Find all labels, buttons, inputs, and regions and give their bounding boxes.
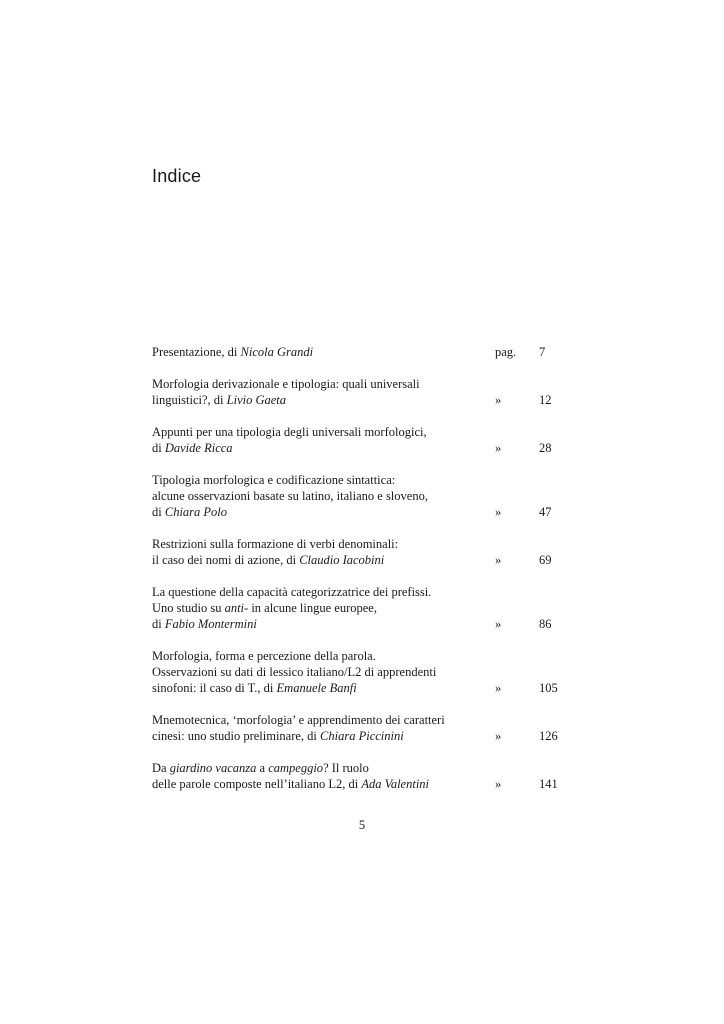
toc-entry-line <box>152 376 572 392</box>
toc-entry-line <box>152 536 572 552</box>
toc-text: alcune osservazioni basate su latino, italiano e sloveno, <box>152 489 428 503</box>
toc-entry <box>152 760 572 792</box>
toc-entry <box>152 376 572 408</box>
toc-page-marker: » <box>495 681 502 695</box>
toc-page-marker: » <box>495 729 502 743</box>
toc-entry-line <box>152 392 572 408</box>
toc-text: di <box>152 617 165 631</box>
toc-page-number: 28 <box>539 441 552 455</box>
toc-entry-line <box>152 664 572 680</box>
toc-italic-text: Ada Valentini <box>361 777 430 791</box>
toc-text: il caso dei nomi di azione, di <box>152 553 300 567</box>
toc-text: Da <box>152 761 170 775</box>
toc-text: Morfologia derivazionale e tipologia: quali universali <box>152 377 420 391</box>
toc-text: di <box>152 441 165 455</box>
toc-text: delle parole composte nell’italiano L2, di <box>152 777 362 791</box>
toc-entry <box>152 712 572 744</box>
toc-entry-line <box>152 680 572 696</box>
page-title: Indice <box>152 166 202 186</box>
toc-text: a <box>256 761 269 775</box>
toc-text: Tipologia morfologica e codificazione sintattica: <box>152 473 396 487</box>
toc-entry-line <box>152 760 572 776</box>
toc-page-number: 105 <box>539 681 558 695</box>
toc-entry-line <box>152 504 572 520</box>
toc-entry-line <box>152 584 572 600</box>
toc-italic-text: Claudio Iacobini <box>299 553 385 567</box>
toc-text: in alcune lingue europee, <box>248 601 377 615</box>
toc-page-marker: » <box>495 505 502 519</box>
toc-page-marker: » <box>495 777 502 791</box>
toc-entry-line <box>152 616 572 632</box>
toc-page-number: 7 <box>539 345 546 359</box>
toc-entry <box>152 424 572 456</box>
toc-entry-line <box>152 424 572 440</box>
toc-entry-line <box>152 552 572 568</box>
toc-page-number: 47 <box>539 505 552 519</box>
toc-text: Uno studio su <box>152 601 225 615</box>
toc-page-number: 12 <box>539 393 552 407</box>
toc-entry-line <box>152 600 572 616</box>
toc-entry-line <box>152 712 572 728</box>
toc-text: cinesi: uno studio preliminare, di <box>152 729 321 743</box>
toc-entry <box>152 648 572 696</box>
toc-italic-text: Livio Gaeta <box>226 393 287 407</box>
toc-italic-text: Fabio Montermini <box>164 617 257 631</box>
toc-text: Appunti per una tipologia degli universali morfologici, <box>152 425 427 439</box>
toc-entry <box>152 584 572 632</box>
toc-entry-line <box>152 472 572 488</box>
toc-italic-text: Nicola Grandi <box>240 345 314 359</box>
toc-text: sinofoni: il caso di T., di <box>152 681 277 695</box>
toc-entry-line <box>152 776 572 792</box>
toc-entry-line <box>152 648 572 664</box>
toc-italic-text: Emanuele Banfi <box>276 681 357 695</box>
toc-entry <box>152 536 572 568</box>
toc-text: Restrizioni sulla formazione di verbi denominali: <box>152 537 399 551</box>
toc-entry-line <box>152 488 572 504</box>
toc-text: Osservazioni su dati di lessico italiano/L2 di apprendenti <box>152 665 437 679</box>
toc-page-marker: » <box>495 617 502 631</box>
toc-italic-text: giardino vacanza <box>169 761 257 775</box>
toc-page-number: 126 <box>539 729 558 743</box>
toc-text: Mnemotecnica, ‘morfologia’ e apprendimento dei caratteri <box>152 713 445 727</box>
table-of-contents <box>152 344 572 808</box>
toc-text: La questione della capacità categorizzatrice dei prefissi. <box>152 585 432 599</box>
toc-text: Presentazione, di <box>152 345 241 359</box>
toc-italic-text: anti- <box>224 601 249 615</box>
toc-entry-line <box>152 728 572 744</box>
toc-page-marker: » <box>495 441 502 455</box>
toc-entry <box>152 344 572 360</box>
toc-entry-line <box>152 440 572 456</box>
toc-italic-text: campeggio <box>268 761 324 775</box>
page-number: 5 <box>358 818 366 832</box>
toc-page-number: 141 <box>539 777 558 791</box>
toc-page-number: 86 <box>539 617 552 631</box>
toc-text: linguistici?, di <box>152 393 227 407</box>
toc-page-marker: » <box>495 393 502 407</box>
toc-text: Morfologia, forma e percezione della parola. <box>152 649 376 663</box>
toc-italic-text: Davide Ricca <box>164 441 233 455</box>
toc-page-marker: pag. <box>495 345 517 359</box>
toc-text: di <box>152 505 165 519</box>
toc-italic-text: Chiara Polo <box>164 505 228 519</box>
toc-page-marker: » <box>495 553 502 567</box>
toc-text: ? Il ruolo <box>323 761 369 775</box>
toc-entry <box>152 472 572 520</box>
toc-page-number: 69 <box>539 553 552 567</box>
toc-italic-text: Chiara Piccinini <box>320 729 404 743</box>
